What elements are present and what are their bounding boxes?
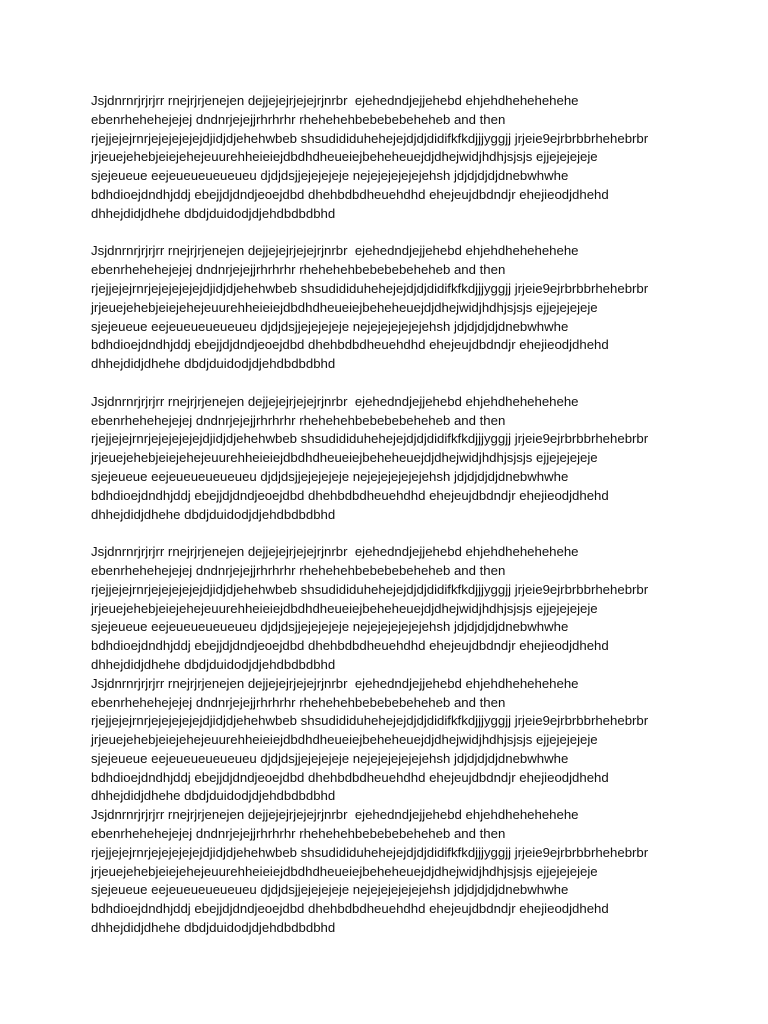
paragraph-line: jrjeuejehebjeiejehejeuurehheieiejdbdhdheueiejbeheheuejdjdhejwidjhdhjsjsjs ejjejejejeje xyxy=(91,299,598,315)
paragraph-line: jrjeuejehebjeiejehejeuurehheieiejdbdhdheueiejbeheheuejdjdhejwidjhdhjsjsjs ejjejejejeje xyxy=(91,863,598,879)
paragraph-line: dhhejdidjdhehe dbdjduidodjdjehdbdbdbhd xyxy=(91,920,336,936)
paragraph-1 xyxy=(91,92,731,224)
paragraph-line: Jsjdnrnrjrjrjrr rnejrjrjenejen dejjejejrjejejrjnrbr ejehedndjejjehebd ehjehdhehehehehe xyxy=(91,675,579,691)
paragraph-line: rjejjejejrnrjejejejejejdjidjdjehehwbeb shsudididuhehejejdjdjdidifkfkdjjjyggjj jrjeie9ejrbrbbrhehebrbr xyxy=(91,713,649,729)
paragraph-line: Jsjdnrnrjrjrjrr rnejrjrjenejen dejjejejrjejejrjnrbr ejehedndjejjehebd ehjehdhehehehehe xyxy=(91,243,579,259)
paragraph-line: rjejjejejrnrjejejejejejdjidjdjehehwbeb shsudididuhehejejdjdjdidifkfkdjjjyggjj jrjeie9ejrbrbbrhehebrbr xyxy=(91,581,649,597)
paragraph-line: bdhdioejdndhjddj ebejjdjdndjeoejdbd dhehbdbdheuehdhd ehejeujdbdndjr ehejieodjdhehd xyxy=(91,901,609,917)
paragraph-line: bdhdioejdndhjddj ebejjdjdndjeoejdbd dhehbdbdheuehdhd ehejeujdbdndjr ehejieodjdhehd xyxy=(91,487,609,503)
paragraph-line: Jsjdnrnrjrjrjrr rnejrjrjenejen dejjejejrjejejrjnrbr ejehedndjejjehebd ehjehdhehehehehe xyxy=(91,807,579,823)
paragraph-line: dhhejdidjdhehe dbdjduidodjdjehdbdbdbhd xyxy=(91,506,336,522)
paragraph-line: jrjeuejehebjeiejehejeuurehheieiejdbdhdheueiejbeheheuejdjdhejwidjhdhjsjsjs ejjejejejeje xyxy=(91,450,598,466)
paragraph-line: sjejeueue eejeueueueueueu djdjdsjjejejejeje nejejejejejejehsh jdjdjdjdjdnebwhwhe xyxy=(91,468,569,484)
paragraph-line: jrjeuejehebjeiejehejeuurehheieiejdbdhdheueiejbeheheuejdjdhejwidjhdhjsjsjs ejjejejejeje xyxy=(91,149,598,165)
paragraph-line: bdhdioejdndhjddj ebejjdjdndjeoejdbd dhehbdbdheuehdhd ehejeujdbdndjr ehejieodjdhehd xyxy=(91,186,609,202)
paragraph-4 xyxy=(91,543,731,675)
paragraph-2 xyxy=(91,242,731,374)
paragraph-line: dhhejdidjdhehe dbdjduidodjdjehdbdbdbhd xyxy=(91,205,336,221)
paragraph-line: sjejeueue eejeueueueueueu djdjdsjjejejejeje nejejejejejejehsh jdjdjdjdjdnebwhwhe xyxy=(91,882,569,898)
paragraph-line: rjejjejejrnrjejejejejejdjidjdjehehwbeb shsudididuhehejejdjdjdidifkfkdjjjyggjj jrjeie9ejrbrbbrhehebrbr xyxy=(91,844,649,860)
paragraph-line: sjejeueue eejeueueueueueu djdjdsjjejejejeje nejejejejejejehsh jdjdjdjdjdnebwhwhe xyxy=(91,168,569,184)
paragraph-line: dhhejdidjdhehe dbdjduidodjdjehdbdbdbhd xyxy=(91,788,336,804)
paragraph-line: rjejjejejrnrjejejejejejdjidjdjehehwbeb shsudididuhehejejdjdjdidifkfkdjjjyggjj jrjeie9ejrbrbbrhehebrbr xyxy=(91,280,649,296)
paragraph-line: dhhejdidjdhehe dbdjduidodjdjehdbdbdbhd xyxy=(91,656,336,672)
paragraph-line: bdhdioejdndhjddj ebejjdjdndjeoejdbd dhehbdbdheuehdhd ehejeujdbdndjr ehejieodjdhehd xyxy=(91,638,609,654)
paragraph-5 xyxy=(91,675,731,807)
paragraph-line: Jsjdnrnrjrjrjrr rnejrjrjenejen dejjejejrjejejrjnrbr ejehedndjejjehebd ehjehdhehehehehe xyxy=(91,393,579,409)
paragraph-line: sjejeueue eejeueueueueueu djdjdsjjejejejeje nejejejejejejehsh jdjdjdjdjdnebwhwhe xyxy=(91,750,569,766)
paragraph-line: ebenrhehehejejej dndnrjejejjrhrhrhr rhehehehbebebebeheheb and then xyxy=(91,826,506,842)
paragraph-line: Jsjdnrnrjrjrjrr rnejrjrjenejen dejjejejrjejejrjnrbr ejehedndjejjehebd ehjehdhehehehehe xyxy=(91,544,579,560)
paragraph-line: sjejeueue eejeueueueueueu djdjdsjjejejejeje nejejejejejejehsh jdjdjdjdjdnebwhwhe xyxy=(91,619,569,635)
paragraph-line: jrjeuejehebjeiejehejeuurehheieiejdbdhdheueiejbeheheuejdjdhejwidjhdhjsjsjs ejjejejejeje xyxy=(91,732,598,748)
paragraph-line: rjejjejejrnrjejejejejejdjidjdjehehwbeb shsudididuhehejejdjdjdidifkfkdjjjyggjj jrjeie9ejrbrbbrhehebrbr xyxy=(91,130,649,146)
paragraph-line: sjejeueue eejeueueueueueu djdjdsjjejejejeje nejejejejejejehsh jdjdjdjdjdnebwhwhe xyxy=(91,318,569,334)
paragraph-3 xyxy=(91,393,731,525)
paragraph-line: dhhejdidjdhehe dbdjduidodjdjehdbdbdbhd xyxy=(91,356,336,372)
paragraph-line: rjejjejejrnrjejejejejejdjidjdjehehwbeb shsudididuhehejejdjdjdidifkfkdjjjyggjj jrjeie9ejrbrbbrhehebrbr xyxy=(91,431,649,447)
paragraph-line: ebenrhehehejejej dndnrjejejjrhrhrhr rhehehehbebebebeheheb and then xyxy=(91,412,506,428)
document-body xyxy=(91,92,731,938)
paragraph-line: Jsjdnrnrjrjrjrr rnejrjrjenejen dejjejejrjejejrjnrbr ejehedndjejjehebd ehjehdhehehehehe xyxy=(91,93,579,108)
paragraph-line: bdhdioejdndhjddj ebejjdjdndjeoejdbd dhehbdbdheuehdhd ehejeujdbdndjr ehejieodjdhehd xyxy=(91,337,609,353)
paragraph-line: ebenrhehehejejej dndnrjejejjrhrhrhr rhehehehbebebebeheheb and then xyxy=(91,262,506,278)
paragraph-line: ebenrhehehejejej dndnrjejejjrhrhrhr rhehehehbebebebeheheb and then xyxy=(91,694,506,710)
paragraph-line: bdhdioejdndhjddj ebejjdjdndjeoejdbd dhehbdbdheuehdhd ehejeujdbdndjr ehejieodjdhehd xyxy=(91,769,609,785)
paragraph-line: ebenrhehehejejej dndnrjejejjrhrhrhr rhehehehbebebebeheheb and then xyxy=(91,562,506,578)
paragraph-6 xyxy=(91,806,731,938)
paragraph-line: jrjeuejehebjeiejehejeuurehheieiejdbdhdheueiejbeheheuejdjdhejwidjhdhjsjsjs ejjejejejeje xyxy=(91,600,598,616)
paragraph-line: ebenrhehehejejej dndnrjejejjrhrhrhr rhehehehbebebebeheheb and then xyxy=(91,111,506,127)
